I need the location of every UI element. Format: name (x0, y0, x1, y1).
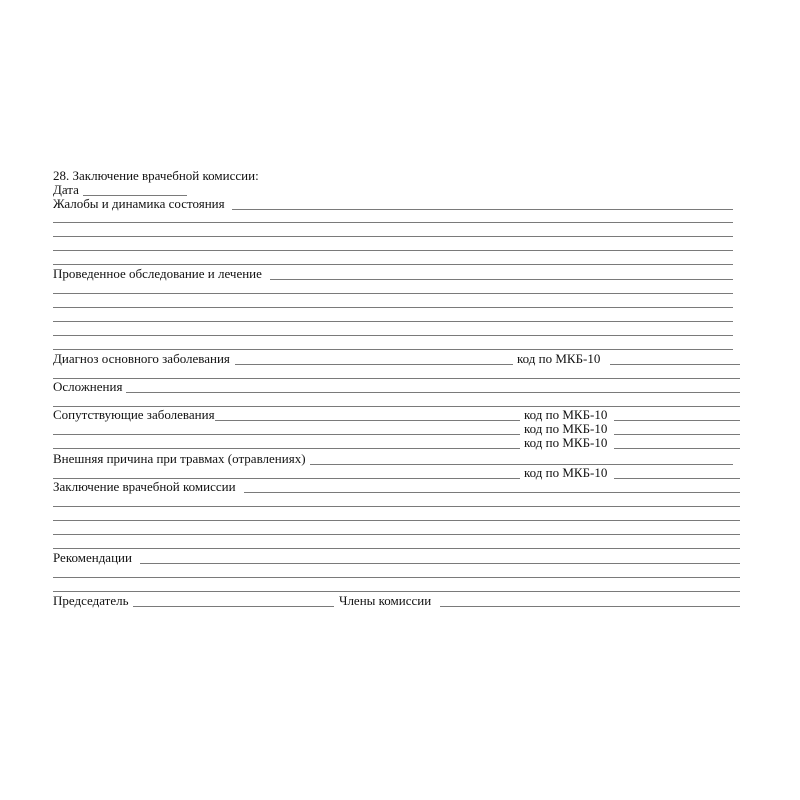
commission-conclusion-label: Заключение врачебной комиссии (53, 479, 236, 494)
external-cause-icd-field[interactable] (614, 478, 740, 479)
main-diagnosis-label: Диагноз основного заболевания (53, 351, 230, 366)
comorbidities-field-line[interactable] (53, 448, 520, 449)
comorbidities-label: Сопутствующие заболевания (53, 407, 215, 422)
recommendations-label: Рекомендации (53, 550, 132, 565)
examination-field-line[interactable] (53, 335, 733, 336)
main-diagnosis-field-line[interactable] (53, 378, 740, 379)
commission-conclusion-field-line[interactable] (53, 548, 740, 549)
recommendations-field[interactable] (140, 563, 740, 564)
examination-field[interactable] (270, 279, 733, 280)
complaints-field-line[interactable] (53, 250, 733, 251)
icd-code-label: код по МКБ-10 (517, 351, 601, 366)
icd-code-label: код по МКБ-10 (524, 421, 608, 436)
comorbidities-icd-field[interactable] (614, 434, 740, 435)
comorbidities-icd-field[interactable] (614, 420, 740, 421)
complaints-field[interactable] (232, 209, 733, 210)
complaints-field-line[interactable] (53, 222, 733, 223)
commission-conclusion-field[interactable] (244, 492, 740, 493)
date-label: Дата (53, 182, 79, 197)
main-diagnosis-field[interactable] (235, 364, 513, 365)
comorbidities-field[interactable] (215, 420, 520, 421)
commission-conclusion-field-line[interactable] (53, 534, 740, 535)
recommendations-field-line[interactable] (53, 591, 740, 592)
chairman-label: Председатель (53, 593, 129, 608)
icd-code-label: код по МКБ-10 (524, 465, 608, 480)
commission-conclusion-field-line[interactable] (53, 520, 740, 521)
examination-field-line[interactable] (53, 307, 733, 308)
commission-conclusion-field-line[interactable] (53, 506, 740, 507)
examination-field-line[interactable] (53, 321, 733, 322)
chairman-signature-field[interactable] (133, 606, 334, 607)
examination-label: Проведенное обследование и лечение (53, 266, 262, 281)
complications-field[interactable] (126, 392, 740, 393)
external-cause-label: Внешняя причина при травмах (отравлениях) (53, 451, 306, 466)
members-label: Члены комиссии (339, 593, 432, 608)
complaints-label: Жалобы и динамика состояния (53, 196, 225, 211)
comorbidities-icd-field[interactable] (614, 448, 740, 449)
complaints-field-line[interactable] (53, 264, 733, 265)
examination-field-line[interactable] (53, 349, 733, 350)
comorbidities-field-line[interactable] (53, 434, 520, 435)
icd-code-label: код по МКБ-10 (524, 435, 608, 450)
external-cause-field[interactable] (310, 464, 733, 465)
main-diagnosis-icd-field[interactable] (610, 364, 740, 365)
section-title: 28. Заключение врачебной комиссии: (53, 168, 259, 183)
examination-field-line[interactable] (53, 293, 733, 294)
members-signature-field[interactable] (440, 606, 740, 607)
complaints-field-line[interactable] (53, 236, 733, 237)
recommendations-field-line[interactable] (53, 577, 740, 578)
complications-label: Осложнения (53, 379, 123, 394)
icd-code-label: код по МКБ-10 (524, 407, 608, 422)
